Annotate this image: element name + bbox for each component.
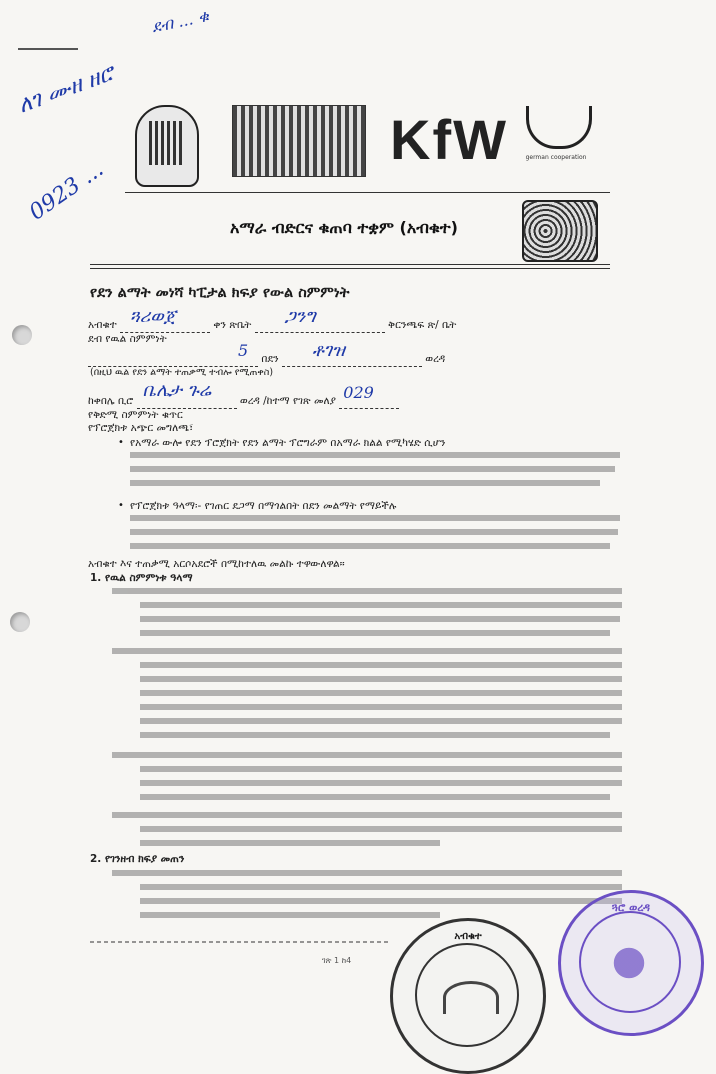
handwritten-note-phone: 0923 ... <box>25 156 109 226</box>
kebele-name-handwriting: ቤሌታ ጉሬ <box>142 380 211 401</box>
bullet-icon: • <box>118 437 124 448</box>
form-line-project-desc: የፕሮጀክቱ አጭር መግለጫ፣ <box>88 422 194 434</box>
section-2-title: 2. የገንዘብ ክፍያ መጠን <box>90 853 185 865</box>
handwritten-note-top: ደብ ... ቁ <box>150 5 211 37</box>
bullet-text: የፕሮጀክቱ ዓላማ፡- የገጠር ደጋማ በማጎልበት በደን መልማት የማይችሉ <box>130 500 397 512</box>
kfw-logo: KfW <box>390 108 508 171</box>
organization-title: አማራ ብድርና ቁጠባ ተቋም (አብቁተ) <box>230 218 458 237</box>
form-line-note: (በዚህ ዉል የደን ልማት ተጠቃሚ ተብሎ የሚጠቀስ) <box>90 367 274 378</box>
date-handwriting: ጓሪወጀ <box>130 306 176 327</box>
branch-suffix: ቅርንጫፍ ጽ/ ቤት <box>388 319 457 331</box>
location-suffix: ወረዳ <box>425 353 446 365</box>
form-line-agreement-no: የቅድሚ ስምምነት ቁጥር <box>88 409 183 421</box>
section-intro: አብቁተ እና ተጠቃሚ አርሶአደሮች በሚከተለዉ መልኩ ተዋውለዋል። <box>88 558 345 570</box>
official-stamp-black <box>390 918 546 1074</box>
kebele-office-prefix: ከቀበሌ ቢሮ <box>88 395 134 407</box>
official-stamp-purple <box>558 890 704 1036</box>
kebele-handwriting: 5 <box>238 341 249 360</box>
section-1-title: 1. የዉል ስምምነቱ ዓላማ <box>90 572 193 584</box>
stamp-right-label: ጓሮ ወረዳ <box>612 901 650 914</box>
page-id-handwriting: 029 <box>343 383 374 402</box>
german-cooperation-label: german cooperation <box>525 154 587 161</box>
bullet-text: የአማራ ውሎ የደን ፕሮጀክት የደን ልማት ፕሮግራም በአማራ ክልል የሚካሄድ ሲሆን <box>130 437 446 449</box>
document-title: የደን ልማት መነሻ ካፒታል ክፍያ የውል ስምምነት <box>90 285 350 301</box>
branch-prefix: አብቁተ <box>88 319 117 331</box>
woreda-handwriting: ቶገዝ <box>311 340 345 361</box>
office-handwriting: ጋንግ <box>284 306 316 327</box>
stamp-left-label: አብቁተ <box>454 931 482 942</box>
bullet-icon: • <box>118 500 124 511</box>
location-mid: በደን <box>261 353 279 365</box>
page-number: ገጽ 1 ከ4 <box>322 956 352 965</box>
handwritten-note-name: ለገ ሙዘ ዘሮ <box>15 60 118 119</box>
form-line-contract: ደብ የዉል ስምምነት <box>88 333 167 345</box>
office-label: ቀን ጽቤት <box>213 319 252 331</box>
kebele-office-mid: ወረዳ /ከተማ የገጽ መለያ <box>239 395 336 407</box>
